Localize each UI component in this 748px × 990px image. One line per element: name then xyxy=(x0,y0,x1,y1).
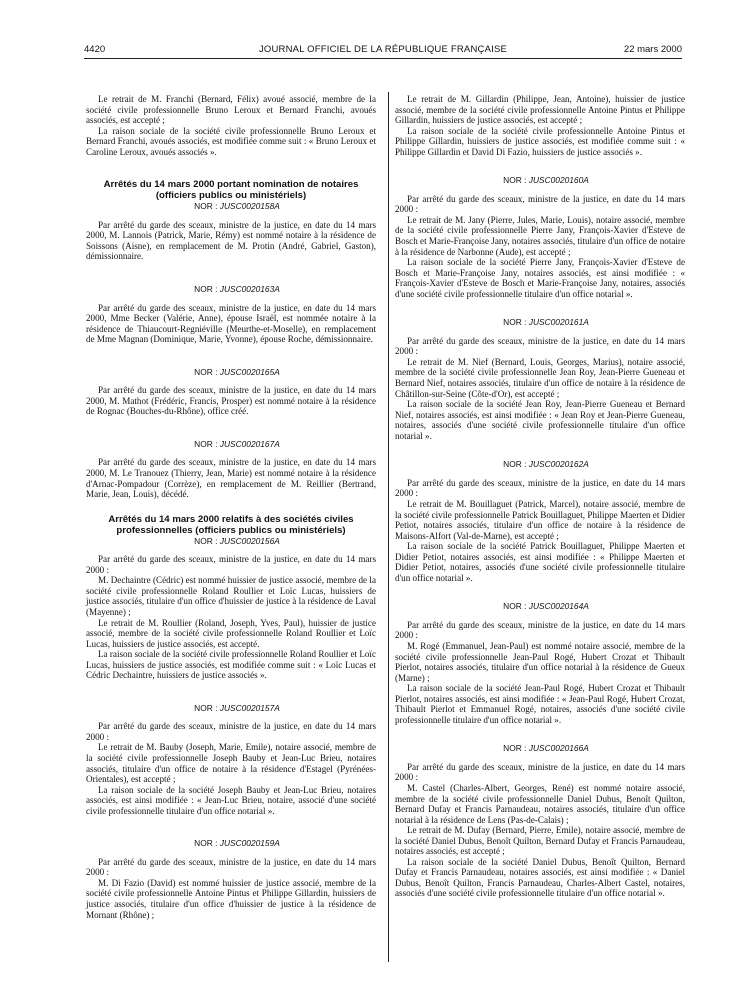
paragraph: Par arrêté du garde des sceaux, ministre de la justice, en date du 14 mars 2000 : xyxy=(395,193,685,215)
paragraph: Par arrêté du garde des sceaux, ministre de la justice, en date du 14 mars 2000, M. Lannois (Patrick, Marie, Rémy) est nommé notaire à la résidence de Soissons (Aisne), en remplacement de M. Protin (André, Gabriel, Gaston), démissionnaire. xyxy=(86,219,376,262)
paragraph: La raison sociale de la société civile professionnelle Bruno Leroux et Bernard Franchi, avoués associés, est modifiée comme suit : « Bruno Leroux et Caroline Leroux, avoués associés ». xyxy=(86,125,376,157)
paragraph: La raison sociale de la société Jean-Paul Rogé, Hubert Crozat et Thibault Pierlot, notaires associés, est ainsi modifiée : « Jean-Paul Rogé, Hubert Crozat, Thibault Pierlot et Emmanuel Rogé, notaires, associés d'une société civile professionnelle titulaire d'un office notarial ». xyxy=(395,683,685,725)
paragraph: Le retrait de M. Bauby (Joseph, Marie, Emile), notaire associé, membre de la société civile professionnelle Joseph Bauby et Jean-Luc Brieu, notaires associés, titulaire d'un office de notaire à la résidence d'Estagel (Pyrénées-Orientales), est accepté ; xyxy=(86,742,376,785)
paragraph: M. Dechaintre (Cédric) est nommé huissier de justice associé, membre de la société civile professionnelle Roland Roullier et Loïc Lucas, huissiers de justice associés, titulaire d'un office d'huissier de justice à la résidence de Laval (Mayenne) ; xyxy=(86,575,376,617)
paragraph: La raison sociale de la société Pierre Jany, François-Xavier d'Esteve de Bosch et Marie-Françoise Jany, notaires associés, est ainsi modifiée : « François-Xavier d'Esteve de Bosch et Marie-Françoise Jany, notaires, associés d'une société civile professionnelle titulaire d'un office notarial ». xyxy=(395,257,685,299)
paragraph: M. Castel (Charles-Albert, Georges, René) est nommé notaire associé, membre de la société civile professionnelle Daniel Dubus, Benoît Quilton, Bernard Dufay et Francis Parnaudeau, notaires associés, titulaire d'un office notarial à la résidence de Lens (Pas-de-Calais) ; xyxy=(395,782,685,825)
journal-title: JOURNAL OFFICIEL DE LA RÉPUBLIQUE FRANÇAISE xyxy=(258,44,508,55)
nor-reference: NOR : JUSC0020158A xyxy=(194,201,280,212)
paragraph: Par arrêté du garde des sceaux, ministre de la justice, en date du 14 mars 2000 : xyxy=(395,761,685,783)
paragraph: Le retrait de M. Nief (Bernard, Louis, Georges, Marius), notaire associé, membre de la société civile professionnelle Jean Roy, Jean-Pierre Gueneau et Bernard Nief, notaires associés, titulaire d'un office de notaire à la résidence de Châtillon-sur-Seine (Côte-d'Or), est accepté ; xyxy=(395,356,685,399)
paragraph: M. Di Fazio (David) est nommé huissier de justice associé, membre de la société civile professionnelle Antoine Pintus et Philippe Gillardin, huissiers de justice associés, titulaire d'un office d'huissier de justice à la résidence de Mornant (Rhône) ; xyxy=(86,877,376,920)
issue-date: 22 mars 2000 xyxy=(623,44,682,55)
paragraph: Le retrait de M. Roullier (Roland, Joseph, Yves, Paul), huissier de justice associé, membre de la société civile professionnelle Roland Roullier et Loïc Lucas, huissiers de justice associés, est accepté. xyxy=(86,617,376,649)
right-column xyxy=(395,94,685,899)
column-divider xyxy=(388,92,389,962)
header-rule xyxy=(84,58,682,59)
nor-reference: NOR : JUSC0020159A xyxy=(194,838,280,849)
section-heading: Arrêtés du 14 mars 2000 relatifs à des sociétés civiles professionnelles (officiers publics ou ministériels) xyxy=(108,513,354,536)
nor-reference: NOR : JUSC0020163A xyxy=(194,284,280,295)
paragraph: Par arrêté du garde des sceaux, ministre de la justice, en date du 14 mars 2000 : xyxy=(395,335,685,357)
page-header xyxy=(84,44,682,58)
paragraph: Par arrêté du garde des sceaux, ministre de la justice, en date du 14 mars 2000 : xyxy=(395,477,685,499)
section-heading: Arrêtés du 14 mars 2000 portant nomination de notaires (officiers publics ou ministériels) xyxy=(103,179,359,202)
paragraph: La raison sociale de la société civile professionnelle Roland Roullier et Loïc Lucas, huissiers de justice associés, est modifiée comme suit : « Loïc Lucas et Cédric Dechaintre, huissiers de justice associés ». xyxy=(86,649,376,681)
nor-reference: NOR : JUSC0020165A xyxy=(194,366,280,377)
paragraph: Par arrêté du garde des sceaux, ministre de la justice, en date du 14 mars 2000 : xyxy=(395,619,685,641)
nor-reference: NOR : JUSC0020164A xyxy=(503,601,589,612)
paragraph: Le retrait de M. Dufay (Bernard, Pierre, Emile), notaire associé, membre de la société Daniel Dubus, Benoît Quilton, Bernard Dufay et Francis Parnaudeau, notaires associés, est accepté ; xyxy=(395,825,685,857)
paragraph: La raison sociale de la société Patrick Bouillaguet, Philippe Maerten et Didier Petiot, notaires associés, est ainsi modifiée : « Philippe Maerten et Didier Petiot, notaires, associés d'une société civile professionnelle titulaire d'un office notarial ». xyxy=(395,541,685,583)
nor-reference: NOR : JUSC0020160A xyxy=(503,175,589,186)
paragraph: Par arrêté du garde des sceaux, ministre de la justice, en date du 14 mars 2000 : xyxy=(86,721,376,742)
paragraph: Par arrêté du garde des sceaux, ministre de la justice, en date du 14 mars 2000, M. Mathot (Frédéric, Francis, Prosper) est nommé notaire à la résidence de Rognac (Bouches-du-Rhône), office créé. xyxy=(86,385,376,417)
page-number: 4420 xyxy=(84,44,106,55)
paragraph: Par arrêté du garde des sceaux, ministre de la justice, en date du 14 mars 2000, M. Le Tranouez (Thierry, Jean, Marie) est nommé notaire à la résidence d'Arnac-Pompadour (Corrèze), en remplacement de M. Reillier (Bertrand, Marie, Jean, Louis), décédé. xyxy=(86,457,376,500)
paragraph: Le retrait de M. Jany (Pierre, Jules, Marie, Louis), notaire associé, membre de la société civile professionnelle Pierre Jany, François-Xavier d'Esteve de Bosch et Marie-Françoise Jany, notaires associés, titulaire d'un office de notaire à la résidence de Narbonne (Aude), est accepté ; xyxy=(395,214,685,257)
left-column xyxy=(86,94,376,920)
paragraph: La raison sociale de la société civile professionnelle Antoine Pintus et Philippe Gillardin, huissiers de justice associés, est modifiée comme suit : « Philippe Gillardin et David Di Fazio, huissiers de justice associés ». xyxy=(395,125,685,157)
paragraph: La raison sociale de la société Jean Roy, Jean-Pierre Gueneau et Bernard Nief, notaires associés, est ainsi modifiée : « Jean Roy et Jean-Pierre Gueneau, notaires, associés d'une société civile professionnelle titulaire d'un office notarial ». xyxy=(395,399,685,441)
paragraph: Par arrêté du garde des sceaux, ministre de la justice, en date du 14 mars 2000, Mme Becker (Valérie, Anne), épouse Israël, est nommée notaire à la résidence de Thiaucourt-Regniéville (Meurthe-et-Moselle), en remplacement de Mme Magnan (Dominique, Marie, Yvonne), épouse Roche, démissionnaire. xyxy=(86,302,376,345)
paragraph: Par arrêté du garde des sceaux, ministre de la justice, en date du 14 mars 2000 : xyxy=(86,856,376,878)
paragraph: Le retrait de M. Bouillaguet (Patrick, Marcel), notaire associé, membre de la société civile professionnelle Patrick Bouillaguet, Philippe Maerten et Didier Petiot, notaires associés, titulaire d'un office de notaire à la résidence de Maisons-Alfort (Val-de-Marne), est accepté ; xyxy=(395,498,685,541)
nor-reference: NOR : JUSC0020162A xyxy=(503,459,589,470)
paragraph: La raison sociale de la société Joseph Bauby et Jean-Luc Brieu, notaires associés, est ainsi modifiée : « Jean-Luc Brieu, notaire, associé d'une société civile professionnelle titulaire d'un office notarial ». xyxy=(86,784,376,816)
nor-reference: NOR : JUSC0020156A xyxy=(194,535,280,546)
nor-reference: NOR : JUSC0020166A xyxy=(503,743,589,754)
paragraph: La raison sociale de la société Daniel Dubus, Benoît Quilton, Bernard Dufay et Francis Parnaudeau, notaires associés, est ainsi modifiée : « Daniel Dubus, Benoît Quilton, Francis Parnaudeau, Charles-Albert Castel, notaires, associés d'une société civile professionnelle titulaire d'un office notarial ». xyxy=(395,856,685,899)
paragraph: Par arrêté du garde des sceaux, ministre de la justice, en date du 14 mars 2000 : xyxy=(86,554,376,575)
nor-reference: NOR : JUSC0020161A xyxy=(503,317,589,328)
paragraph: Le retrait de M. Gillardin (Philippe, Jean, Antoine), huissier de justice associé, membre de la société civile professionnelle Antoine Pintus et Philippe Gillardin, huissiers de justice associés, est accepté ; xyxy=(395,94,685,126)
paragraph: M. Rogé (Emmanuel, Jean-Paul) est nommé notaire associé, membre de la société civile professionnelle Jean-Paul Rogé, Hubert Crozat et Thibault Pierlot, notaires associés, titulaire d'un office notarial à la résidence de Gueux (Marne) ; xyxy=(395,640,685,683)
nor-reference: NOR : JUSC0020157A xyxy=(194,702,280,713)
nor-reference: NOR : JUSC0020167A xyxy=(194,438,280,449)
paragraph: Le retrait de M. Franchi (Bernard, Félix) avoué associé, membre de la société civile professionnelle Bruno Leroux et Bernard Franchi, avoués associés, est accepté ; xyxy=(86,94,376,126)
